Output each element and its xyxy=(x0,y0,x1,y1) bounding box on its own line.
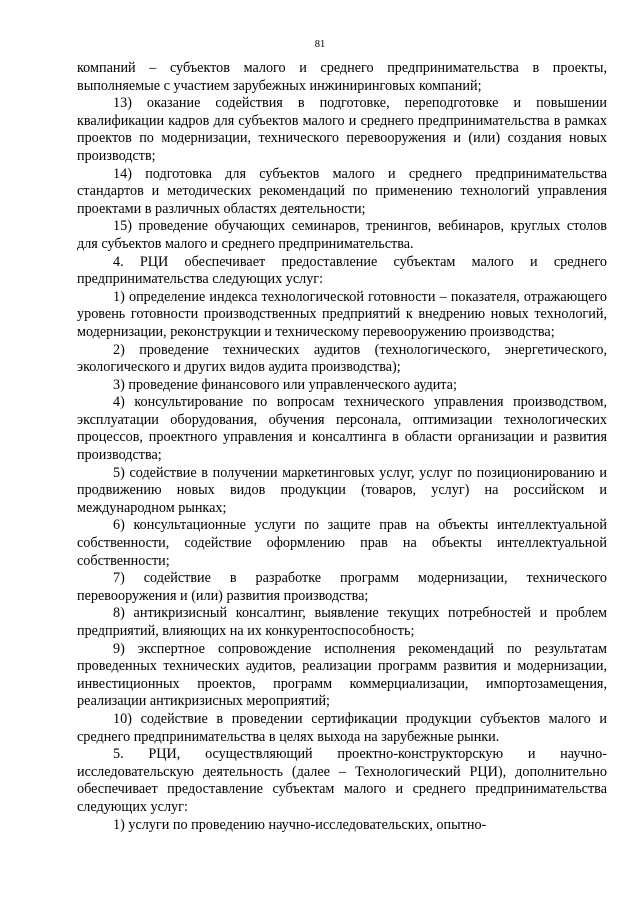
paragraph: компаний – субъектов малого и среднего предпринимательства в проекты, выполняемые с участием зарубежных инжиниринговых компаний; xyxy=(77,60,607,94)
service-item-9: 9) экспертное сопровождение исполнения рекомендаций по результатам проведенных технических аудитов, реализации программ развития и модернизации, инвестиционных проектов, программ коммерциализации, импортозамещения, реализации антикризисных мероприятий; xyxy=(77,640,607,710)
section-4-intro: 4. РЦИ обеспечивает предоставление субъектам малого и среднего предпринимательства следующих услуг: xyxy=(77,253,607,288)
service-item-7: 7) содействие в разработке программ модернизации, технического перевооружения и (или) развития производства; xyxy=(77,570,607,604)
section-5-intro: 5. РЦИ, осуществляющий проектно-конструкторскую и научно-исследовательскую деятельность (далее – Технологический РЦИ), дополнительно обеспечивает предоставление субъектам малого и среднего предпринимательства следующих услуг: xyxy=(77,746,607,815)
service-item-3: 3) проведение финансового или управленческого аудита; xyxy=(113,376,457,393)
list-item-13: 13) оказание содействия в подготовке, переподготовке и повышении квалификации кадров для субъектов малого и среднего предпринимательства в рамках проектов по модернизации, технического перевооружения и (или) создания новых производств; xyxy=(77,95,607,164)
service-item-1: 1) определение индекса технологической готовности – показателя, отражающего уровень готовности производственных предприятий к внедрению новых технологий, модернизации, реконструкции и техническому перевооружению производства; xyxy=(77,288,607,340)
service-item-6: 6) консультационные услуги по защите прав на объекты интеллектуальной собственности, содействие оформлению прав на объекты интеллектуальной собственности; xyxy=(77,517,607,569)
tech-service-item-1: 1) услуги по проведению научно-исследовательских, опытно- xyxy=(113,816,487,833)
service-item-8: 8) антикризисный консалтинг, выявление текущих потребностей и проблем предприятий, влияющих на их конкурентоспособность; xyxy=(77,605,607,639)
document-body xyxy=(77,60,607,834)
list-item-15: 15) проведение обучающих семинаров, тренингов, вебинаров, круглых столов для субъектов малого и среднего предпринимательства. xyxy=(77,218,607,252)
service-item-4: 4) консультирование по вопросам технического управления производством, эксплуатации оборудования, обучения персонала, оптимизации технологических процессов, проектного управления и консалтинга в области организации и развития производства; xyxy=(77,394,607,464)
page-number: 81 xyxy=(314,39,326,50)
service-item-10: 10) содействие в проведении сертификации продукции субъектов малого и среднего предпринимательства в целях выхода на зарубежные рынки. xyxy=(77,710,607,745)
service-item-5: 5) содействие в получении маркетинговых услуг, услуг по позиционированию и продвижению новых видов продукции (товаров, услуг) на российском и международном рынках; xyxy=(77,464,607,516)
list-item-14: 14) подготовка для субъектов малого и среднего предпринимательства стандартов и методических рекомендаций по применению технологий управления проектами в различных областях деятельности; xyxy=(77,165,607,217)
service-item-2: 2) проведение технических аудитов (технологического, энергетического, экологического и других видов аудита производства); xyxy=(77,341,607,376)
